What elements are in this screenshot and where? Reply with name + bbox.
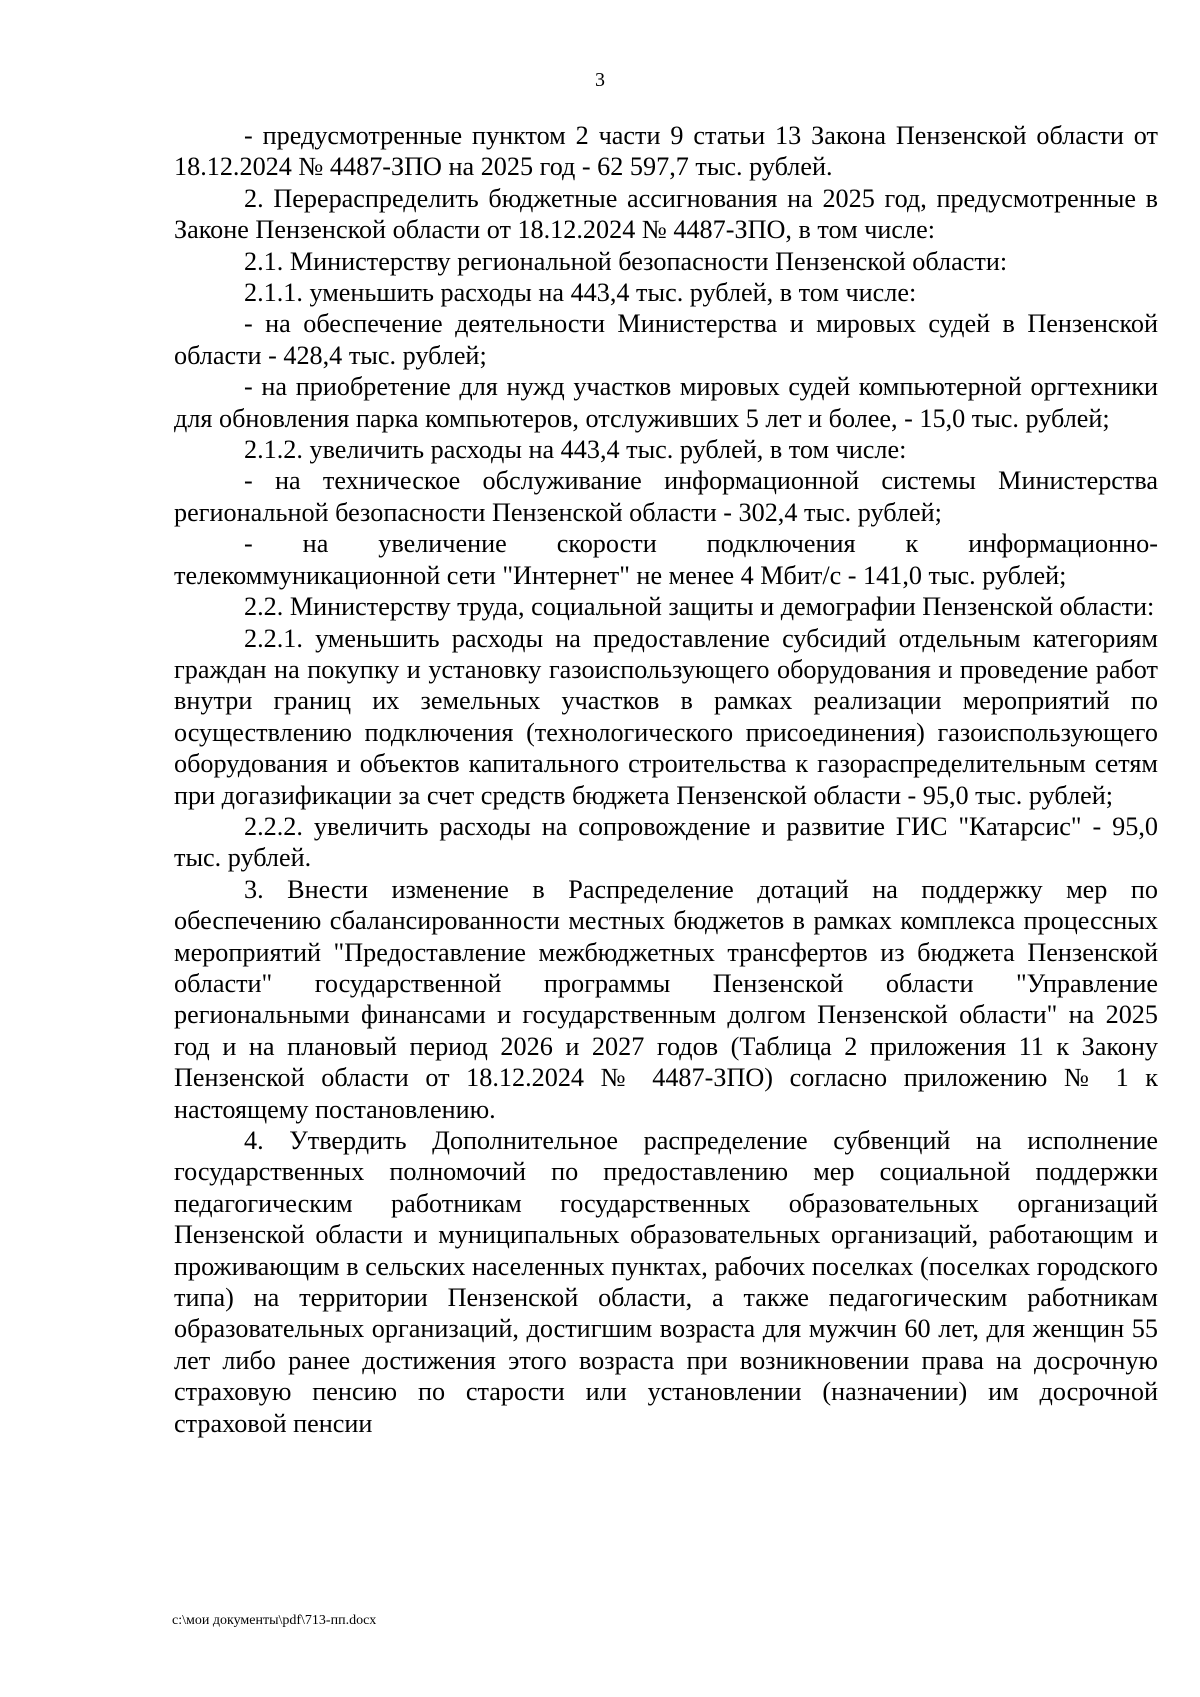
paragraph-clause-2: 2. Перераспределить бюджетные ассигнования на 2025 год, предусмотренные в Законе Пензенской области от 18.12.2024 № 4487-ЗПО, в том числе: (174, 183, 1158, 245)
paragraph-clause-3: 3. Внести изменение в Распределение дотаций на поддержку мер по обеспечению сбалансированности местных бюджетов в рамках комплекса процессных мероприятий "Предоставление межбюджетных трансфертов из бюджета Пензенской области" государственной программы Пензенской области "Управление региональными финансами и государственным долгом Пензенской области" на 2025 год и на плановый период 2026 и 2027 годов (Таблица 2 приложения 11 к Закону Пензенской области от 18.12.2024 № 4487-ЗПО) согласно приложению № 1 к настоящему постановлению. (174, 874, 1158, 1124)
paragraph-clause-2-2-2: 2.2.2. увеличить расходы на сопровождение и развитие ГИС "Катарсис" - 95,0 тыс. рублей. (174, 811, 1158, 873)
paragraph-clause-2-1-1-item-b: - на приобретение для нужд участков мировых судей компьютерной оргтехники для обновления парка компьютеров, отслуживших 5 лет и более, - 15,0 тыс. рублей; (174, 372, 1158, 433)
paragraph-clause-2-1-1: 2.1.1. уменьшить расходы на 443,4 тыс. рублей, в том числе: (244, 278, 917, 308)
paragraph-clause-2-2-1: 2.2.1. уменьшить расходы на предоставление субсидий отдельным категориям граждан на покупку и установку газоиспользующего оборудования и проведение работ внутри границ их земельных участков в рамках реализации мероприятий по осуществлению подключения (технологического присоединения) газоиспользующего оборудования и объектов капитального строительства к газораспределительным сетям при догазификации за счет средств бюджета Пензенской области - 95,0 тыс. рублей; (174, 623, 1158, 810)
paragraph-clause-2-2: 2.2. Министерству труда, социальной защиты и демографии Пензенской области: (244, 592, 1155, 622)
paragraph-clause-2-1-1-item-a: - на обеспечение деятельности Министерства и мировых судей в Пензенской области - 428,4 тыс. рублей; (174, 309, 1158, 370)
paragraph-clause-2-1-2: 2.1.2. увеличить расходы на 443,4 тыс. рублей, в том числе: (244, 435, 907, 465)
paragraph-clause-2-1-2-item-b: - на увеличение скорости подключения к информационно-телекоммуникационной сети "Интернет" не менее 4 Мбит/с - 141,0 тыс. рублей; (174, 529, 1158, 590)
paragraph-clause-1-item: - предусмотренные пунктом 2 части 9 статьи 13 Закона Пензенской области от 18.12.2024 № 4487-ЗПО на 2025 год - 62 597,7 тыс. рублей. (174, 121, 1158, 182)
document-body (174, 120, 1158, 1439)
paragraph-clause-2-1: 2.1. Министерству региональной безопасности Пензенской области: (244, 246, 1008, 276)
paragraph-clause-2-1-2-item-a: - на техническое обслуживание информационной системы Министерства региональной безопасности Пензенской области - 302,4 тыс. рублей; (174, 466, 1158, 527)
paragraph-clause-4: 4. Утвердить Дополнительное распределение субвенций на исполнение государственных полномочий по предоставлению мер социальной поддержки педагогическим работникам государственных образовательных организаций Пензенской области и муниципальных образовательных организаций, работающим и проживающим в сельских населенных пунктах, рабочих поселках (поселках городского типа) на территории Пензенской области, а также педагогическим работникам образовательных организаций, достигшим возраста для мужчин 60 лет, для женщин 55 лет либо ранее достижения этого возраста при возникновении права на досрочную страховую пенсию по старости или установлении (назначении) им досрочной страховой пенсии (174, 1126, 1158, 1438)
footer-file-path: c:\мои документы\pdf\713-пп.docx (172, 1613, 377, 1628)
page-number: 3 (595, 69, 605, 91)
